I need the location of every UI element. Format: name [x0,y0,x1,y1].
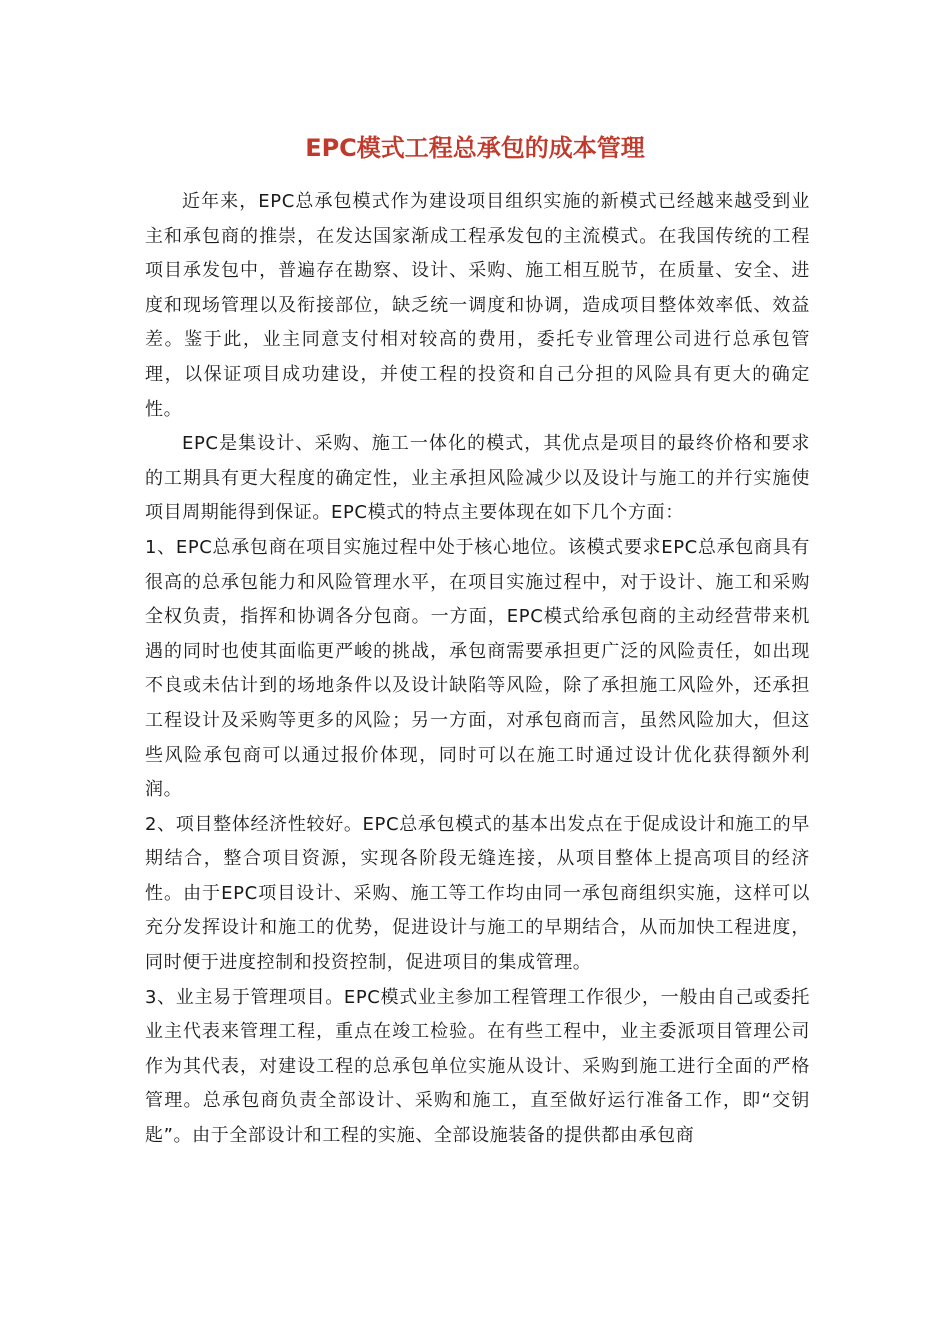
paragraph-point-1: 1、EPC总承包商在项目实施过程中处于核心地位。该模式要求EPC总承包商具有很高的总承包能力和风险管理水平，在项目实施过程中，对于设计、施工和采购全权负责，指挥和协调各分包商。一方面，EPC模式给承包商的主动经营带来机遇的同时也使其面临更严峻的挑战，承包商需要承担更广泛的风险责任，如出现不良或未估计到的场地条件以及设计缺陷等风险，除了承担施工风险外，还承担工程设计及采购等更多的风险；另一方面，对承包商而言，虽然风险加大，但这些风险承包商可以通过报价体现，同时可以在施工时通过设计优化获得额外利润。 [145,536,810,801]
paragraph-intro: 近年来，EPC总承包模式作为建设项目组织实施的新模式已经越来越受到业主和承包商的推崇，在发达国家渐成工程承发包的主流模式。在我国传统的工程项目承发包中，普遍存在勘察、设计、采购、施工相互脱节，在质量、安全、进度和现场管理以及衔接部位，缺乏统一调度和协调，造成项目整体效率低、效益差。鉴于此，业主同意支付相对较高的费用，委托专业管理公司进行总承包管理，以保证项目成功建设，并使工程的投资和自己分担的风险具有更大的确定性。 [145,191,810,420]
paragraph-point-3: 3、业主易于管理项目。EPC模式业主参加工程管理工作很少，一般由自己或委托业主代表来管理工程，重点在竣工检验。在有些工程中，业主委派项目管理公司作为其代表，对建设工程的总承包单位实施从设计、采购到施工进行全面的严格管理。总承包商负责全部设计、采购和施工，直至做好运行准备工作，即“交钥匙”。由于全部设计和工程的实施、全部设施装备的提供都由承包商 [145,986,810,1147]
paragraph-epc-definition: EPC是集设计、采购、施工一体化的模式，其优点是项目的最终价格和要求的工期具有更大程度的确定性，业主承担风险减少以及设计与施工的并行实施使项目周期能得到保证。EPC模式的特点主要体现在如下几个方面： [145,433,810,524]
document-body [145,185,810,1154]
document-title: EPC模式工程总承包的成本管理 [305,134,645,162]
paragraph-point-2: 2、项目整体经济性较好。EPC总承包模式的基本出发点在于促成设计和施工的早期结合，整合项目资源，实现各阶段无缝连接，从项目整体上提高项目的经济性。由于EPC项目设计、采购、施工等工作均由同一承包商组织实施，这样可以充分发挥设计和施工的优势，促进设计与施工的早期结合，从而加快工程进度，同时便于进度控制和投资控制，促进项目的集成管理。 [145,813,810,974]
